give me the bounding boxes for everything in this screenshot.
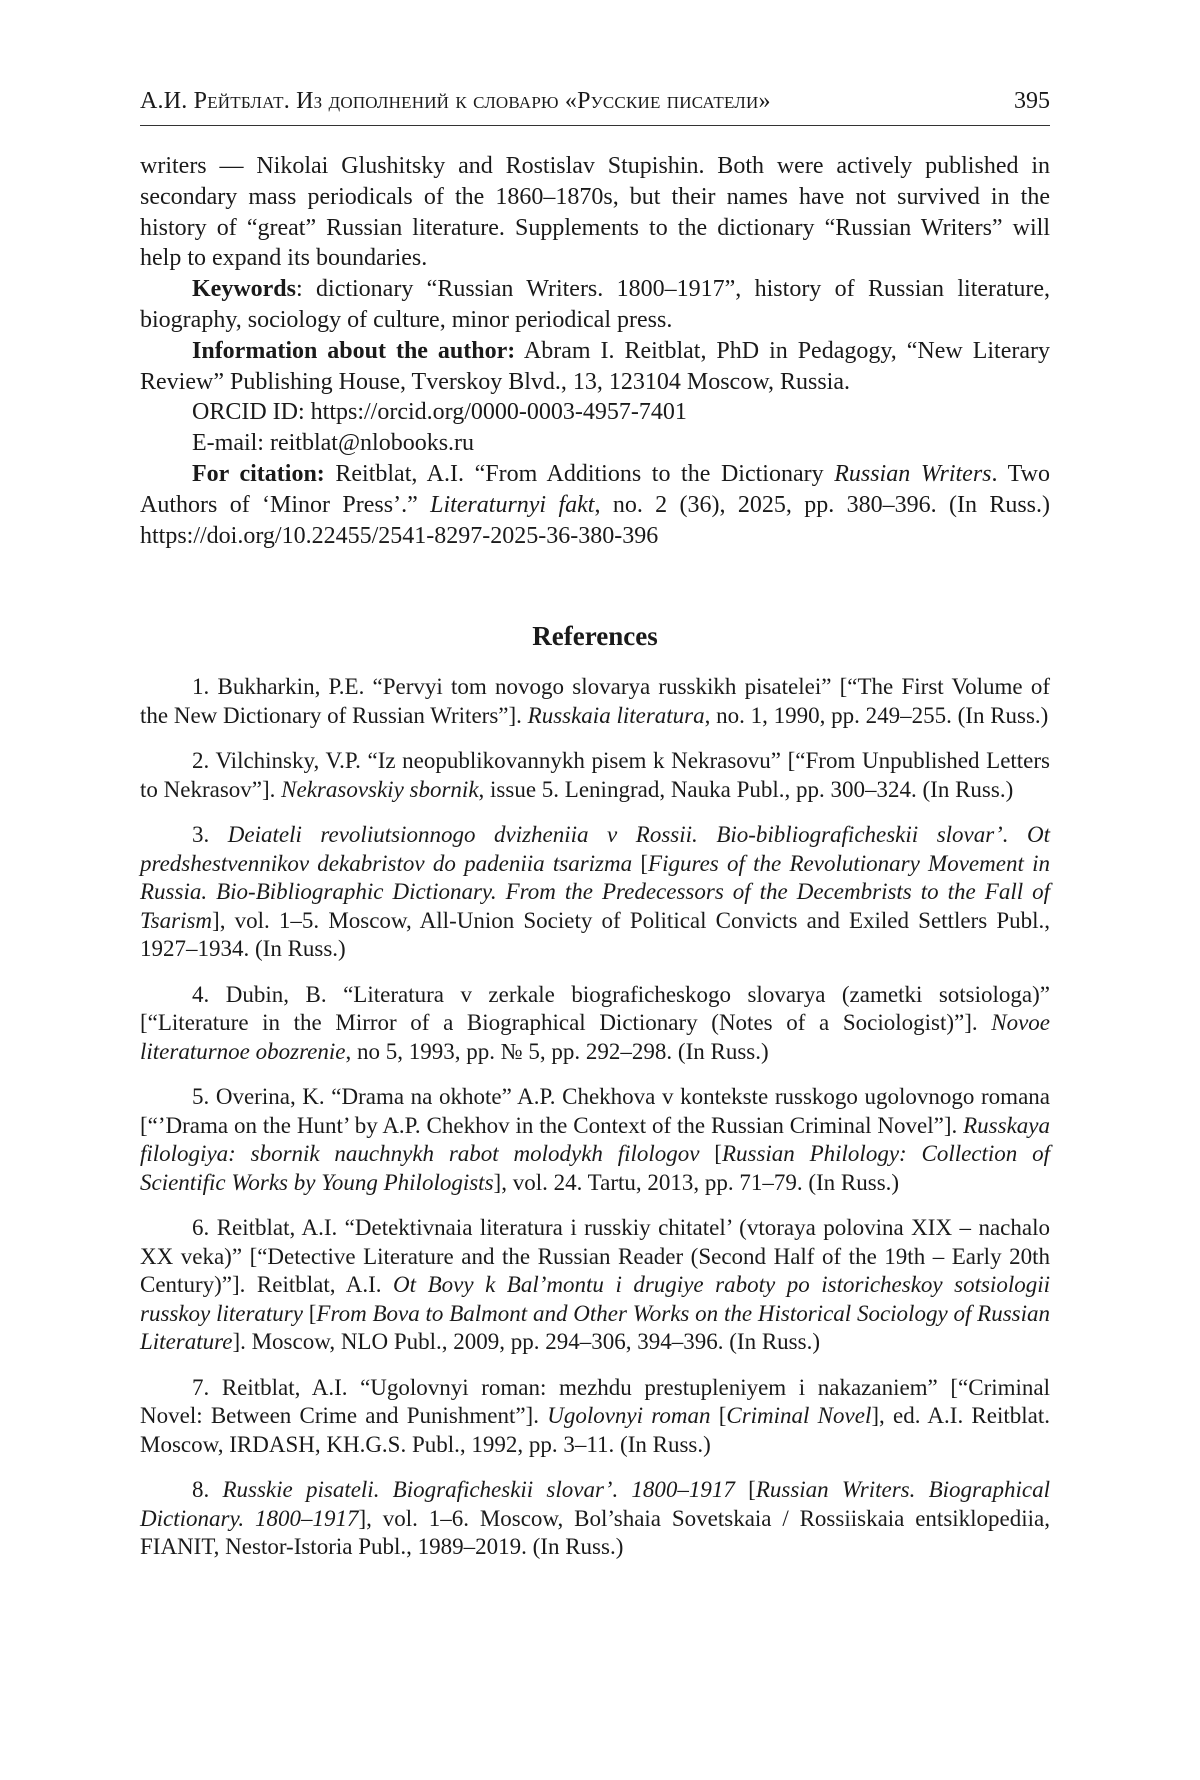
keywords-text: : dictionary “Russian Writers. 1800–1917”, history of Russian literature, biography, sociology of culture, minor periodical press. xyxy=(140,276,1050,333)
citation: For citation: Reitblat, A.I. “From Additions to the Dictionary Russian Writers. Two Authors of ‘Minor Press’.” Literaturnyi fakt, no. 2 (36), 2025, pp. 380–396. (In Russ.) https://doi.org/10.22455/2541-8297-2025-36-380-396 xyxy=(140,460,1050,549)
running-title: А.И. Рейтблат. Из дополнений к словарю «Русские писатели» xyxy=(140,88,771,114)
running-header xyxy=(140,88,1050,126)
author-info-text: Abram I. Reitblat, PhD in Pedagogy, “New Literary Review” Publishing House, Tverskoy Blvd., 13, 123104 Moscow, Russia. xyxy=(140,337,1050,395)
email: E-mail: reitblat@nlobooks.ru xyxy=(192,430,475,457)
reference-item: 4. Dubin, B. “Literatura v zerkale biograficheskogo slovarya (zametki sotsiologa)” [“Literature in the Mirror of a Biographical Dictionary (Notes of a Sociologist)”]. Novoe literaturnoe obozrenie, no 5, 1993, pp. № 5, pp. 292–298. (In Russ.) xyxy=(140,981,1050,1064)
author-info-label: Information about the author: xyxy=(192,337,516,364)
reference-item: 1. Bukharkin, P.E. “Pervyi tom novogo slovarya russkikh pisatelei” [“The First Volume of the New Dictionary of Russian Writers”]. Russkaia literatura, no. 1, 1990, pp. 249–255. (In Russ.) xyxy=(140,674,1050,728)
references-heading: References xyxy=(532,621,658,652)
reference-item: 6. Reitblat, A.I. “Detektivnaia literatura i russkiy chitatel’ (vtoraya polovina XIX – nachalo XX veka)” [“Detective Literature and the Russian Reader (Second Half of the 19th – Early 20th Century)”]. Reitblat, A.I. Ot Bovy k Bal’montu i drugiye raboty po istoricheskoy sotsiologii russkoy literatury [From Bova to Balmont and Other Works on the Historical Sociology of Russian Literature]. Moscow, NLO Publ., 2009, pp. 294–306, 394–396. (In Russ.) xyxy=(140,1215,1050,1355)
author-info xyxy=(140,336,1050,398)
citation-label: For citation: xyxy=(192,460,325,487)
reference-item: 3. Deiateli revoliutsionnogo dvizheniia v Rossii. Bio-bibliograficheskii slovar’. Ot predshestvennikov dekabristov do padeniia tsarizma [Figures of the Revolutionary Movement in Russia. Bio-Bibliographic Dictionary. From the Predecessors of the Decembrists to the Fall of Tsarism], vol. 1–5. Moscow, All-Union Society of Political Convicts and Exiled Settlers Publ., 1927–1934. (In Russ.) xyxy=(140,822,1051,962)
reference-item: 2. Vilchinsky, V.P. “Iz neopublikovannykh pisem k Nekrasovu” [“From Unpublished Letters to Nekrasov”]. Nekrasovskiy sbornik, issue 5. Leningrad, Nauka Publ., pp. 300–324. (In Russ.) xyxy=(140,748,1050,802)
references-list xyxy=(140,673,1050,1562)
abstract-end: writers — Nikolai Glushitsky and Rostislav Stupishin. Both were actively published in secondary mass periodicals of the 1860–1870s, but their names have not survived in the history of “great” Russian literature. Supplements to the dictionary “Russian Writers” will help to expand its boundaries. xyxy=(140,153,1050,272)
keywords-label: Keywords xyxy=(192,276,296,303)
orcid: ORCID ID: https://orcid.org/0000-0003-4957-7401 xyxy=(192,399,687,426)
reference-item: 5. Overina, K. “Drama na okhote” A.P. Chekhova v kontekste russkogo ugolovnogo romana [“’Drama on the Hunt’ by A.P. Chekhov in the Context of the Russian Criminal Novel”]. Russkaya filologiya: sbornik nauchnykh rabot molodykh filologov [Russian Philology: Collection of Scientific Works by Young Philologists], vol. 24. Tartu, 2013, pp. 71–79. (In Russ.) xyxy=(140,1084,1050,1195)
page-body xyxy=(140,151,1050,1579)
reference-item: 8. Russkie pisateli. Biograficheskii slovar’. 1800–1917 [Russian Writers. Biographical Dictionary. 1800–1917], vol. 1–6. Moscow, Bol’shaia Sovetskaia / Rossiiskaia entsiklopediia, FIANIT, Nestor-Istoria Publ., 1989–2019. (In Russ.) xyxy=(140,1477,1050,1560)
page-number: 395 xyxy=(1014,88,1050,114)
keywords xyxy=(140,274,1050,336)
reference-item: 7. Reitblat, A.I. “Ugolovnyi roman: mezhdu prestupleniyem i nakazaniem” [“Criminal Novel: Between Crime and Punishment”]. Ugolovnyi roman [Criminal Novel], ed. A.I. Reitblat. Moscow, IRDASH, KH.G.S. Publ., 1992, pp. 3–11. (In Russ.) xyxy=(140,1374,1050,1457)
